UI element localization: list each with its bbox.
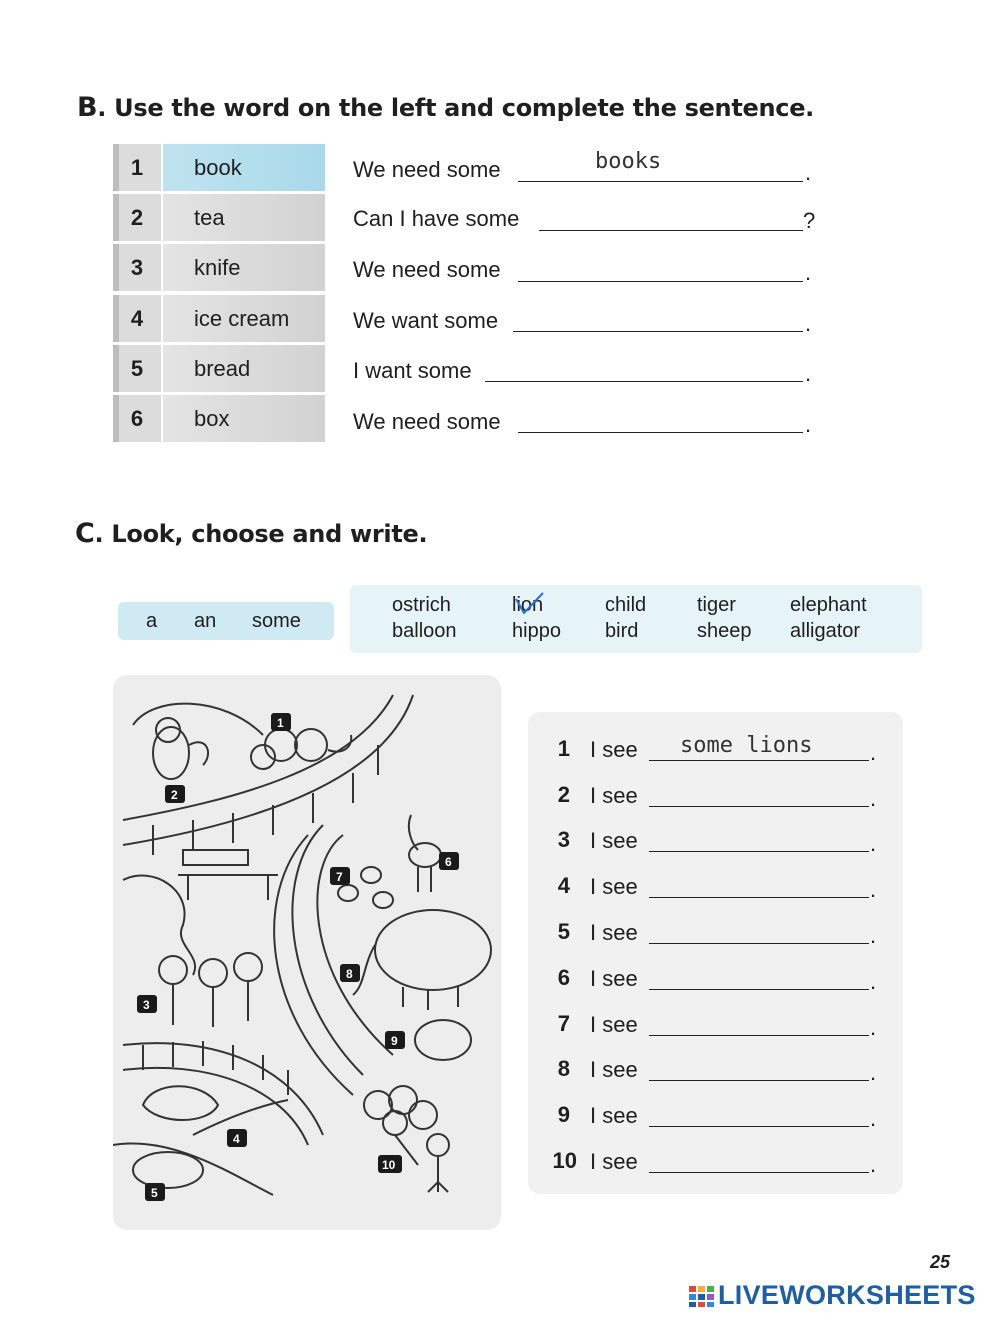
- brand-logo: [688, 1280, 976, 1311]
- row-sentence: Can I have some: [353, 206, 520, 231]
- answer-line[interactable]: [649, 1172, 869, 1173]
- sentence-text: I see: [590, 737, 638, 762]
- row-sentence: We need some: [353, 257, 501, 282]
- sentences-panel: [528, 712, 903, 1194]
- row-punctuation: .: [805, 412, 812, 437]
- sentence-punctuation: .: [870, 1060, 877, 1085]
- word-ostrich: ostrich: [392, 594, 451, 616]
- sentence-punctuation: .: [870, 923, 877, 948]
- answer-line[interactable]: [518, 181, 803, 182]
- answer-text[interactable]: books: [595, 149, 662, 174]
- row-word: knife: [163, 244, 325, 291]
- row-punctuation: .: [805, 311, 812, 336]
- row-punctuation: .: [805, 160, 812, 185]
- answer-line[interactable]: [518, 281, 803, 282]
- sentence-text: I see: [590, 1103, 638, 1128]
- section-c-instruction: . Look, choose and write.: [94, 520, 428, 548]
- sentence-text: I see: [590, 1149, 638, 1174]
- sentence-number: 8: [557, 1056, 570, 1081]
- picture-tag-9: 9: [391, 1034, 398, 1048]
- picture-tag-8: 8: [346, 967, 353, 981]
- sentence-text: I see: [590, 828, 638, 853]
- word-elephant: elephant: [790, 594, 867, 616]
- liveworksheets-logo-icon: [688, 1284, 716, 1308]
- sentence-text: I see: [590, 783, 638, 808]
- section-b-heading: [77, 92, 814, 123]
- row-word: book: [163, 144, 325, 191]
- row-number: 4: [113, 295, 161, 342]
- row-number: 3: [113, 244, 161, 291]
- row-sentence: We need some: [353, 157, 501, 182]
- sentence-number: 4: [557, 873, 570, 898]
- row-sentence: We want some: [353, 308, 499, 333]
- sentence-punctuation: .: [870, 969, 877, 994]
- answer-line[interactable]: [649, 989, 869, 990]
- picture-tag-5: 5: [151, 1186, 158, 1200]
- row-word: box: [163, 395, 325, 442]
- row-number: 2: [113, 194, 161, 241]
- picture-tag-10: 10: [382, 1158, 396, 1172]
- sentence-number: 1: [557, 736, 570, 761]
- sentence-number: 3: [557, 827, 570, 852]
- answer-line[interactable]: [649, 897, 869, 898]
- answer-line[interactable]: [518, 432, 803, 433]
- answer-line[interactable]: [485, 381, 803, 382]
- word-sheep: sheep: [697, 620, 752, 642]
- picture-tag-1: 1: [277, 716, 284, 730]
- row-punctuation: ?: [803, 208, 816, 233]
- row-word: bread: [163, 345, 325, 392]
- row-punctuation: .: [805, 361, 812, 386]
- word-bird: bird: [605, 620, 639, 642]
- row-sentence: I want some: [353, 358, 472, 383]
- sentence-punctuation: .: [870, 740, 877, 765]
- sentence-punctuation: .: [870, 1015, 877, 1040]
- sentence-number: 6: [557, 965, 570, 990]
- row-word: tea: [163, 194, 325, 241]
- sentence-number: 5: [557, 919, 570, 944]
- answer-line[interactable]: [649, 1035, 869, 1036]
- picture-tag-6: 6: [445, 855, 452, 869]
- row-punctuation: .: [805, 260, 812, 285]
- brand-name: LIVEWORKSHEETS: [718, 1280, 976, 1310]
- word-alligator: alligator: [790, 620, 861, 642]
- article-an: an: [194, 610, 217, 632]
- word-hippo: hippo: [512, 620, 561, 642]
- section-c-heading: [75, 518, 427, 549]
- word-tiger: tiger: [697, 594, 736, 616]
- sentence-number: 7: [557, 1011, 570, 1036]
- article-some: some: [252, 610, 301, 632]
- row-word: ice cream: [163, 295, 325, 342]
- picture-tag-7: 7: [336, 870, 343, 884]
- sentence-punctuation: .: [870, 831, 877, 856]
- sentence-number: 2: [557, 782, 570, 807]
- answer-line[interactable]: [649, 1080, 869, 1081]
- word-lion: lion: [512, 594, 544, 616]
- sentence-punctuation: .: [870, 1152, 877, 1177]
- picture-tag-3: 3: [143, 998, 150, 1012]
- answer-line[interactable]: [539, 230, 803, 231]
- sentence-text: I see: [590, 966, 638, 991]
- word-balloon: balloon: [392, 620, 457, 642]
- picture-tag-2: 2: [171, 788, 178, 802]
- sentence-punctuation: .: [870, 786, 877, 811]
- sentence-punctuation: .: [870, 877, 877, 902]
- sentence-number: 10: [552, 1148, 577, 1173]
- answer-line[interactable]: [513, 331, 803, 332]
- sentence-text: I see: [590, 1012, 638, 1037]
- section-c-letter: C: [75, 518, 95, 549]
- row-sentence: We need some: [353, 409, 501, 434]
- sentence-number: 9: [557, 1102, 570, 1127]
- section-b-letter: B: [77, 92, 98, 123]
- answer-line[interactable]: [649, 806, 869, 807]
- answer-line[interactable]: [649, 851, 869, 852]
- sentence-text: I see: [590, 1057, 638, 1082]
- sentence-text: I see: [590, 874, 638, 899]
- sentence-punctuation: .: [870, 1106, 877, 1131]
- row-number: 1: [113, 144, 161, 191]
- article-a: a: [146, 610, 158, 632]
- answer-line[interactable]: [649, 1126, 869, 1127]
- row-number: 5: [113, 345, 161, 392]
- tick-icon: [513, 591, 547, 617]
- page-number: 25: [930, 1252, 951, 1272]
- word-child: child: [605, 594, 647, 616]
- picture-tag-4: 4: [233, 1132, 240, 1146]
- sentence-text: I see: [590, 920, 638, 945]
- answer-text[interactable]: some lions: [680, 733, 813, 758]
- section-b-instruction: . Use the word on the left and complete the sentence.: [97, 94, 815, 122]
- answer-line[interactable]: [649, 760, 869, 761]
- answer-line[interactable]: [649, 943, 869, 944]
- row-number: 6: [113, 395, 161, 442]
- zoo-illustration: [113, 675, 501, 1230]
